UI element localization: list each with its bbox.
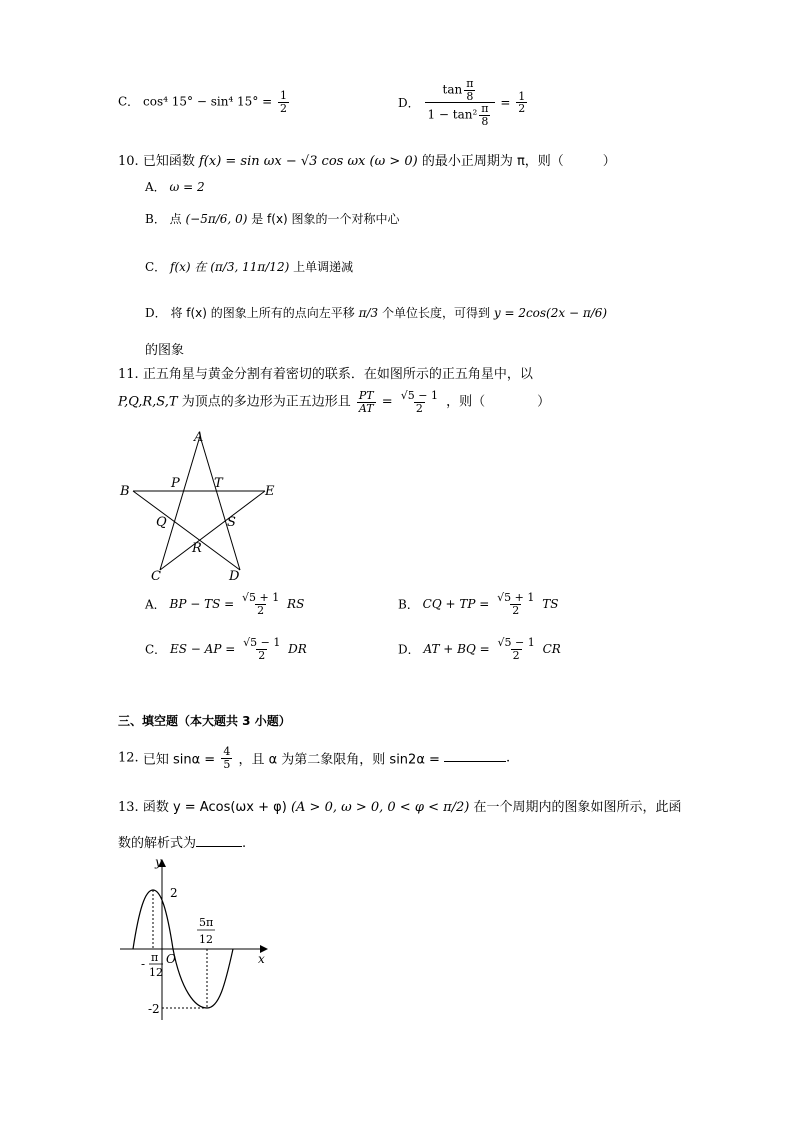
pentagram-figure	[115, 428, 290, 588]
q10-option-d: D． 将 f(x) 的图象上所有的点向左平移 π/3 个单位长度，可得到 y = 2cos(2x − π/6)	[145, 306, 608, 320]
left-tick-num: π	[151, 951, 159, 964]
q13-answer-blank[interactable]	[196, 834, 242, 847]
q9-option-d-main-frac: tan $\frac{\pi}{8}$ 1 − tan² $\frac{\pi}{8}$	[425, 78, 494, 127]
label-t: T	[214, 476, 223, 491]
max-label: 2	[170, 886, 178, 900]
q10-option-d-line2: 的图象	[145, 343, 185, 358]
q10-option-b: B． 点 (−5π/6, 0) 是 f(x) 图象的一个对称中心	[145, 212, 400, 226]
q9-option-c-expr: cos⁴ 15° − sin⁴ 15° =	[143, 94, 276, 109]
origin-label: O	[166, 952, 176, 966]
label-s: S	[227, 515, 236, 530]
label-a: A	[194, 430, 204, 445]
cosine-graph	[115, 850, 275, 1025]
q11-option-d: D． AT + BQ = $\frac{√5 - 1}{2}$ CR	[398, 636, 561, 662]
label-p: P	[171, 476, 180, 491]
q11-stem-line1: 11. 正五角星与黄金分割有着密切的联系．在如图所示的正五角星中，以	[118, 367, 533, 382]
left-tick-sign: -	[141, 957, 146, 971]
q9-option-d-rhs-frac: $\frac{1}{2}$	[518, 89, 526, 116]
right-tick-den: 12	[199, 933, 213, 946]
q11-option-c: C． ES − AP = $\frac{√5 - 1}{2}$ DR	[145, 636, 307, 662]
q11-option-b: B． CQ + TP = $\frac{√5 + 1}{2}$ TS	[398, 591, 559, 617]
label-b: B	[120, 484, 130, 499]
q11-option-a: A． BP − TS = $\frac{√5 + 1}{2}$ RS	[145, 591, 305, 617]
q10-option-c: C． f(x) 在 (π/3, 11π/12) 上单调递减	[145, 260, 354, 274]
y-axis-label: y	[155, 855, 162, 869]
q13-line2: 数的解析式为 .	[118, 836, 247, 851]
q9-option-c: C． cos⁴ 15° − sin⁴ 15° = $\frac{1}{2}$	[118, 89, 287, 115]
q10-stem: 10. 已知函数 f(x) = sin ωx − √3 cos ωx (ω > 0) 的最小正周期为 π，则（ ）	[118, 154, 616, 169]
section-title: 三、填空题（本大题共 3 小题）	[118, 714, 291, 728]
label-c: C	[151, 569, 161, 584]
label-d: D	[229, 569, 240, 584]
q12: 12. 已知 sinα = $\frac{4}{5}$ ，且 α 为第二象限角，则 sin2α = .	[118, 745, 511, 771]
q11-ratio-lhs: $\frac{PT}{AT}$	[358, 389, 374, 415]
right-tick-num: 5π	[199, 916, 214, 929]
q9-option-d: D． tan $\frac{\pi}{8}$ 1 − tan² $\frac{\pi}{8}$ = $\frac{1}{2}$	[398, 77, 526, 128]
label-e: E	[265, 484, 275, 499]
q9-option-c-frac: $\frac{1}{2}$	[280, 89, 287, 115]
left-tick-den: 12	[149, 966, 163, 979]
label-q: Q	[156, 515, 167, 530]
q13-line1: 13. 函数 y = Acos(ωx + φ) (A > 0, ω > 0, 0 < φ < π/2) 在一个周期内的图象如图所示，此函	[118, 800, 682, 815]
q10-option-a: A． ω = 2	[145, 180, 205, 194]
label-r: R	[192, 541, 202, 556]
q11-stem-line2: P,Q,R,S,T 为顶点的多边形为正五边形且 $\frac{PT}{AT}$ = $\frac{√5 - 1}{2}$ ，则（ ）	[118, 389, 551, 415]
q11-ratio-rhs: $\frac{√5 - 1}{2}$	[400, 389, 439, 415]
q12-answer-blank[interactable]	[444, 749, 506, 762]
x-axis-label: x	[258, 952, 265, 966]
min-label: -2	[148, 1002, 160, 1016]
